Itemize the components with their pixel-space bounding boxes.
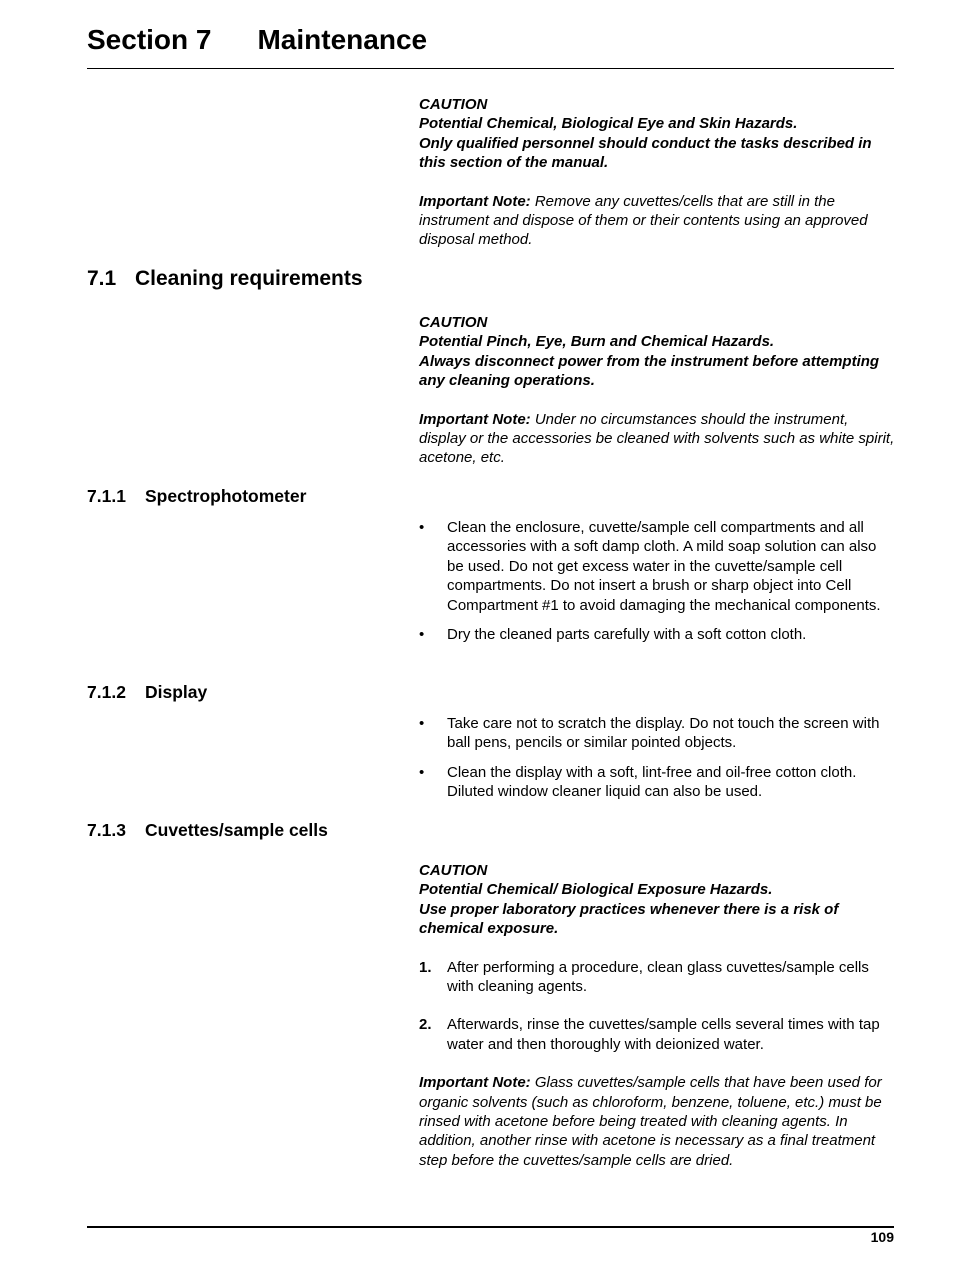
caution-line: Use proper laboratory practices whenever there is a risk of chemical exposure. — [419, 900, 839, 938]
heading-text: Cuvettes/sample cells — [145, 820, 328, 840]
list-item — [419, 625, 895, 644]
list-item-text: Clean the enclosure, cuvette/sample cell compartments and all accessories with a soft damp cloth. A mild soap solution can also be used. Do not get excess water in the cuvette/sample cell compartments. Do not insert a brush or sharp object into Cell Compartment #1 to avoid damaging the mechanical components. — [447, 519, 881, 614]
heading-text: Cleaning requirements — [135, 267, 363, 290]
heading-number: 7.1.2 — [87, 682, 126, 702]
step-text: Afterwards, rinse the cuvettes/sample cells several times with tap water and then thoroughly with deionized water. — [447, 1016, 880, 1053]
caution-line: Always disconnect power from the instrument before attempting any cleaning operations. — [419, 352, 880, 390]
section-title — [87, 24, 427, 56]
caution-label: CAUTION — [419, 862, 488, 879]
list-item — [419, 763, 895, 802]
spectrophotometer-list — [419, 518, 895, 644]
note-label: Important Note: — [419, 410, 531, 428]
note-label: Important Note: — [419, 1074, 531, 1092]
intro-note — [419, 192, 895, 250]
heading-7-1-2 — [87, 682, 207, 703]
display-list — [419, 714, 895, 802]
header-rule — [87, 68, 894, 69]
caution-line: Only qualified personnel should conduct the tasks described in this section of the manual. — [419, 134, 872, 172]
heading-number: 7.1.1 — [87, 486, 126, 506]
bullet-mark: • — [419, 519, 425, 536]
section-name: Maintenance — [257, 24, 428, 55]
procedure-step — [419, 1015, 895, 1054]
section-label: Section 7 — [87, 24, 212, 55]
heading-7-1 — [87, 267, 363, 291]
procedure-step — [419, 958, 895, 997]
bullet-mark: • — [419, 715, 425, 732]
intro-caution — [419, 95, 895, 173]
note-text: Glass cuvettes/sample cells that have been used for organic solvents (such as chloroform, benzene, toluene, etc.) must be rinsed with acetone before being treated with cleaning agents. In addition, another rinse with acetone is necessary as a final treatment step before the cuvettes/sample cells are dried. — [419, 1074, 882, 1169]
note-label: Important Note: — [419, 192, 531, 210]
cleaning-caution — [419, 313, 895, 391]
cuvettes-note — [419, 1073, 895, 1170]
step-number: 2. — [419, 1016, 432, 1034]
footer-rule — [87, 1226, 894, 1228]
heading-number: 7.1 — [87, 267, 117, 290]
heading-number: 7.1.3 — [87, 820, 126, 840]
list-item — [419, 518, 895, 615]
cleaning-note — [419, 410, 895, 468]
step-text: After performing a procedure, clean glass cuvettes/sample cells with cleaning agents. — [447, 958, 869, 996]
list-item-text: Clean the display with a soft, lint-free and oil-free cotton cloth. Diluted window cleaner liquid can also be used. — [447, 763, 857, 801]
cuvettes-block — [419, 861, 895, 1170]
intro-block — [419, 95, 895, 250]
caution-line: Potential Chemical/ Biological Exposure Hazards. — [419, 881, 773, 899]
heading-text: Display — [145, 682, 208, 702]
bullet-mark: • — [419, 763, 425, 781]
heading-7-1-1 — [87, 486, 306, 507]
heading-text: Spectrophotometer — [145, 486, 307, 506]
list-item — [419, 714, 895, 753]
list-item-text: Dry the cleaned parts carefully with a soft cotton cloth. — [447, 626, 807, 644]
heading-7-1-3 — [87, 820, 328, 841]
note-text: Remove any cuvettes/cells that are still in the instrument and dispose of them or their contents using an approved disposal method. — [419, 192, 868, 249]
caution-line: Potential Chemical, Biological Eye and Skin Hazards. — [419, 115, 798, 133]
page-number: 109 — [870, 1229, 894, 1245]
list-item-text: Take care not to scratch the display. Do not touch the screen with ball pens, pencils or similar pointed objects. — [447, 715, 880, 752]
cleaning-caution-block — [419, 313, 895, 468]
caution-line: Potential Pinch, Eye, Burn and Chemical Hazards. — [419, 333, 775, 351]
caution-label: CAUTION — [419, 96, 488, 113]
step-number: 1. — [419, 958, 432, 976]
bullet-mark: • — [419, 626, 425, 644]
caution-label: CAUTION — [419, 314, 488, 331]
cuvettes-caution — [419, 861, 895, 939]
note-text: Under no circumstances should the instrument, display or the accessories be cleaned with solvents such as white spirit, acetone, etc. — [419, 410, 895, 467]
